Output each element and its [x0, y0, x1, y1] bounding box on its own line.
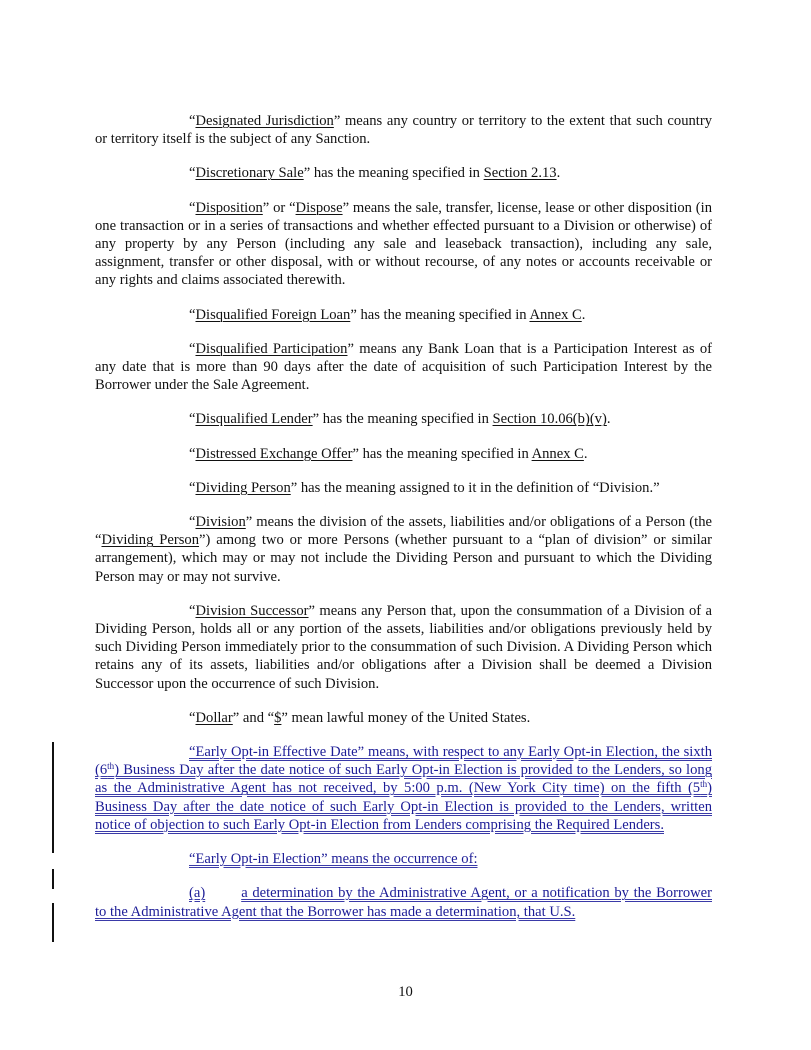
change-bar-marker [52, 742, 54, 853]
change-bar-marker [52, 903, 54, 942]
defined-term: Disqualified Lender [195, 411, 313, 428]
inserted-text: “Early Opt-in Effective Date” means, with respect to any Early Opt-in Election, the sixth (6 [95, 744, 712, 779]
definition-disposition: “Disposition” or “Dispose” means the sale, transfer, license, lease or other disposition (in one transaction or in a series of transactions and whether effected pursuant to a Division or otherwise) of any property by any Person (including any sale and leaseback transaction), including any sale, assignment, transfer or other disposal, with or without recourse, of any notes or accounts receivable or any rights and claims associated therewith. [95, 199, 712, 289]
punctuation: . [556, 165, 561, 182]
punctuation: . [583, 445, 588, 462]
defined-term: Disqualified Participation [195, 340, 348, 357]
ordinal-superscript: th [107, 761, 115, 772]
definition-text: has the meaning specified in [358, 445, 532, 462]
defined-term: Division [195, 514, 246, 531]
cross-reference-link[interactable]: Annex C [531, 445, 584, 462]
connector-text: or [269, 199, 290, 216]
definition-text: means the division of the assets, liabilities and/or obligations of a Person (the “ [95, 514, 712, 549]
definition-text-continued: ”) among two or more Persons (whether pursuant to a “plan of division” or similar arrangement), which may or may not include the Dividing Person and pursuant to which the Dividing Person may or may not survive. [95, 532, 713, 585]
definition-text: means any Person that, upon the consummation of a Division of a Dividing Person, holds all or any portion of the assets, liabilities and/or obligations previously held by such Dividing Person immediately prior to the consummation of such Division. A Dividing Person which retains any of its assets, liabilities and/or obligations after a Division shall be deemed a Division Successor upon the occurrence of such Division. [95, 602, 712, 692]
definition-text: has the meaning specified in [319, 411, 493, 428]
ordinal-superscript: th [700, 779, 708, 790]
inserted-definition-early-opt-in-election [95, 850, 712, 868]
cross-reference-link[interactable]: Section 10.06(b)(v) [492, 411, 607, 428]
definition-text: means the sale, transfer, license, lease or other disposition (in one transaction or in a series of transactions and whether effected pursuant to a Division or otherwise) of any property by any Person (including any sale and leaseback transaction), including any sale, assignment, transfer or other disposal, with or without recourse, of any notes or accounts receivable or any rights and claims associated therewith. [95, 199, 712, 289]
inserted-definition-early-opt-in-effective-date [95, 743, 712, 834]
inner-defined-term: Dividing Person [101, 532, 200, 549]
definition-discretionary-sale: “Discretionary Sale” has the meaning specified in Section 2.13. [189, 165, 561, 182]
definition-disqualified-lender: “Disqualified Lender” has the meaning specified in Section 10.06(b)(v). [189, 411, 611, 428]
defined-term: Dollar [195, 709, 233, 726]
defined-term: Disposition [195, 199, 263, 216]
cross-reference-link[interactable]: Section 2.13 [483, 165, 557, 182]
definition-disqualified-foreign-loan: “Disqualified Foreign Loan” has the meaning specified in Annex C. [189, 306, 586, 323]
punctuation: . [581, 306, 586, 323]
defined-term: Division Successor [195, 602, 309, 619]
inserted-text: “Early Opt-in Election” means the occurrence of: [189, 851, 478, 868]
definition-division-successor: “Division Successor” means any Person that, upon the consummation of a Division of a Dividing Person, holds all or any portion of the assets, liabilities and/or obligations previously held by such Dividing Person immediately prior to the consummation of such Division. A Dividing Person which retains any of its assets, liabilities and/or obligations after a Division shall be deemed a Division Successor upon the occurrence of such Division. [95, 602, 712, 692]
defined-term: Disqualified Foreign Loan [195, 306, 351, 323]
defined-term: Dividing Person [195, 479, 291, 496]
definition-text: means any country or territory to the extent that such country or territory itself is the subject of any Sanction. [95, 113, 713, 148]
defined-term-alt: $ [274, 709, 282, 726]
defined-term-alt: Dispose [295, 199, 343, 216]
defined-term: Distressed Exchange Offer [195, 445, 353, 462]
inserted-clause-a [95, 884, 712, 920]
definition-distressed-exchange-offer: “Distressed Exchange Offer” has the meaning specified in Annex C. [189, 445, 588, 462]
definition-dividing-person: “Dividing Person” has the meaning assigned to it in the definition of “Division.” [189, 479, 660, 496]
definition-designated-jurisdiction: “Designated Jurisdiction” means any country or territory to the extent that such country or territory itself is the subject of any Sanction. [95, 113, 713, 148]
definition-text: ” mean lawful money of the United States. [281, 709, 531, 726]
connector-text: and “ [239, 709, 275, 726]
definition-text: has the meaning assigned to it in the definition of “Division.” [297, 479, 660, 496]
cross-reference-link[interactable]: Annex C [529, 306, 582, 323]
inserted-text: ) Business Day after the date notice of such Early Opt-in Election is provided to the Lenders, written notice of objection to such Early Opt-in Election from Lenders comprising the Required Lenders. [95, 780, 712, 833]
defined-term: Discretionary Sale [195, 165, 304, 182]
document-page [95, 112, 712, 937]
inserted-text: a determination by the Administrative Agent, or a notification by the Borrower to the Administrative Agent that the Borrower has made a determination, that U.S. [95, 885, 712, 920]
definition-text: has the meaning specified in [356, 306, 530, 323]
definition-disqualified-participation: “Disqualified Participation” means any Bank Loan that is a Participation Interest as of any date that is more than 90 days after the date of acquisition of such Participation Interest by the Borrower under the Sale Agreement. [95, 340, 712, 394]
definition-text: means any Bank Loan that is a Participation Interest as of any date that is more than 90 days after the date of acquisition of such Participation Interest by the Borrower under the Sale Agreement. [95, 340, 712, 394]
clause-label: (a) [189, 885, 206, 902]
definition-division: “Division” means the division of the assets, liabilities and/or obligations of a Person (the “Dividing Person”) among two or more Persons (whether pursuant to a “plan of division” or similar arrangement), which may or may not include the Dividing Person and pursuant to which the Dividing Person may or may not survive. [95, 514, 713, 585]
page-number: 10 [398, 984, 413, 1000]
defined-term: Designated Jurisdiction [195, 113, 334, 129]
definition-dollar: “Dollar” and “$” mean lawful money of the United States. [189, 709, 531, 726]
inserted-text: ) Business Day after the date notice of such Early Opt-in Election is provided to the Lenders, so long as the Administrative Agent has not received, by 5:00 p.m. (New York City time) on the fifth (5 [95, 762, 712, 797]
punctuation: . [606, 411, 611, 428]
definition-text: has the meaning specified in [310, 165, 484, 182]
change-bar-marker [52, 869, 54, 889]
